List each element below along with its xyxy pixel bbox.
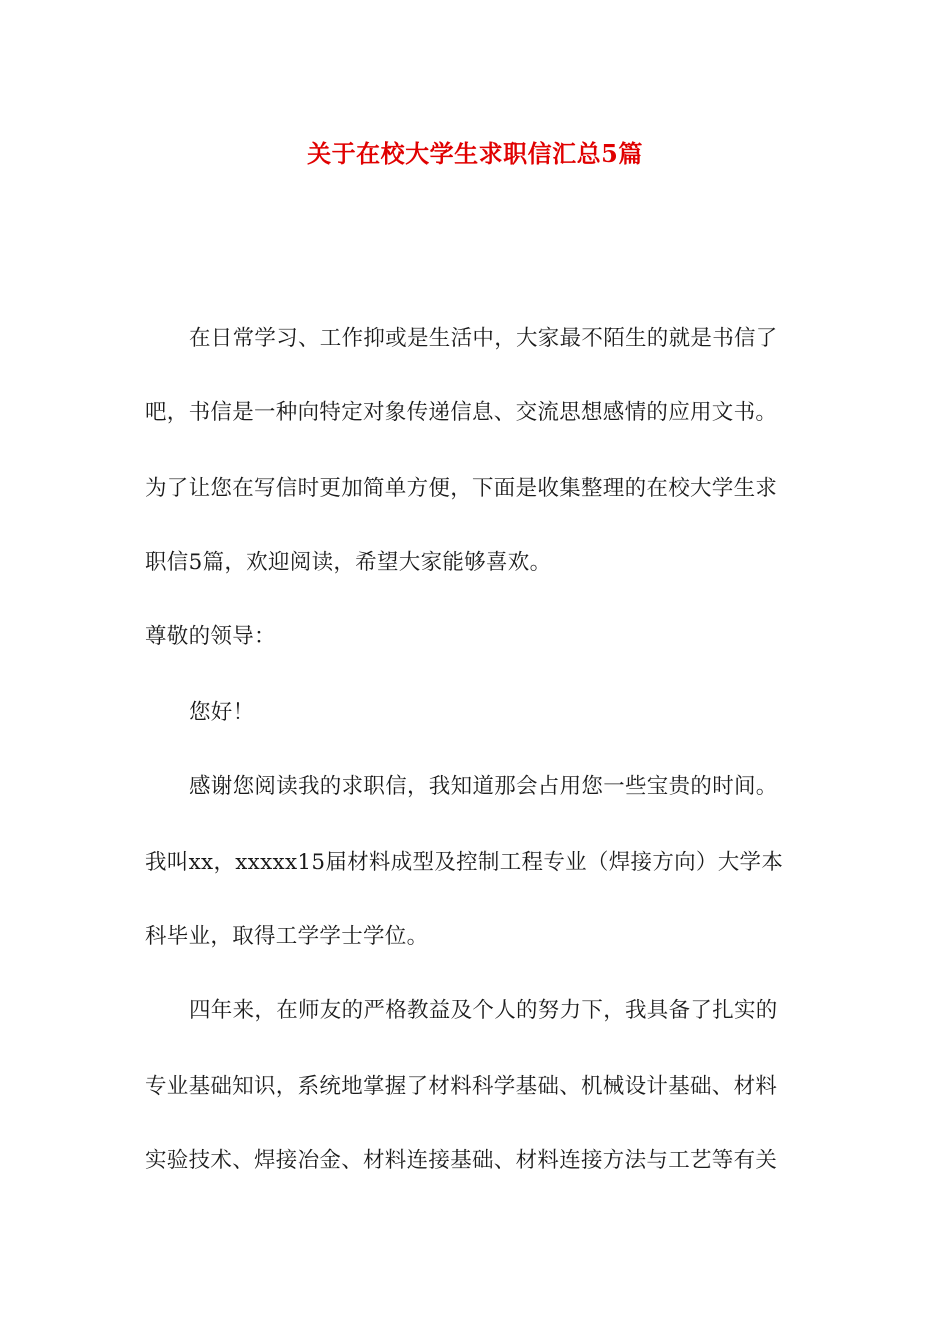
body-line-12: 实验技术、焊接冶金、材料连接基础、材料连接方法与工艺等有关 xyxy=(145,1148,778,1173)
body-line-10: 四年来，在师友的严格教益及个人的努力下，我具备了扎实的 xyxy=(189,998,778,1023)
body-line-7: 感谢您阅读我的求职信，我知道那会占用您一些宝贵的时间。 xyxy=(189,774,778,799)
body-line-9: 科毕业，取得工学学士学位。 xyxy=(145,924,429,949)
body-line-2: 吧，书信是一种向特定对象传递信息、交流思想感情的应用文书。 xyxy=(145,400,778,425)
body-line-3: 为了让您在写信时更加简单方便，下面是收集整理的在校大学生求 xyxy=(145,476,778,501)
greeting: 您好！ xyxy=(189,700,255,725)
salutation: 尊敬的领导： xyxy=(145,624,276,649)
body-line-8: 我叫xx，xxxxx15届材料成型及控制工程专业（焊接方向）大学本 xyxy=(145,850,784,875)
document-title: 关于在校大学生求职信汇总5篇 xyxy=(307,139,643,168)
body-line-4: 职信5篇，欢迎阅读，希望大家能够喜欢。 xyxy=(145,550,552,575)
body-line-11: 专业基础知识，系统地掌握了材料科学基础、机械设计基础、材料 xyxy=(145,1074,778,1099)
body-line-1: 在日常学习、工作抑或是生活中，大家最不陌生的就是书信了 xyxy=(189,326,778,351)
